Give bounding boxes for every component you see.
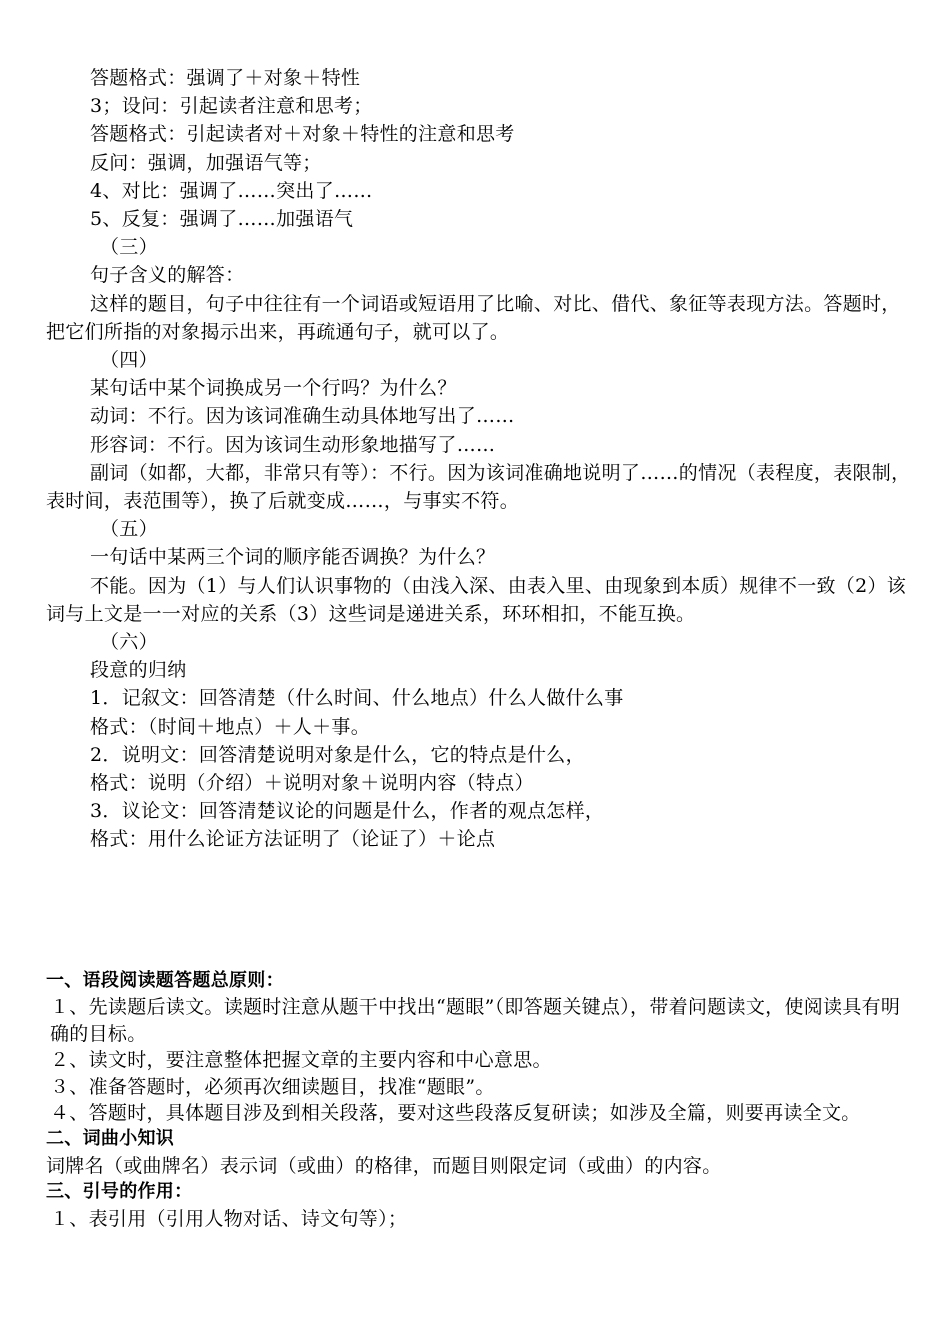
- text-line: 格式：（时间＋地点）＋人＋事。: [90, 715, 371, 738]
- list-item: ４、答题时，具体题目涉及到相关段落，要对这些段落反复研读；如涉及全篇，则要再读全文。: [50, 1102, 861, 1125]
- text-line: 2．说明文：回答清楚说明对象是什么，它的特点是什么，: [90, 743, 585, 766]
- subsection-heading: （六）: [100, 631, 158, 654]
- reading-principles-section: [46, 968, 916, 1232]
- text-line: 格式：说明（介绍）＋说明对象＋说明内容（特点）: [90, 772, 534, 795]
- text-line: 答题格式：强调了＋对象＋特性: [90, 67, 361, 89]
- text-line: 格式：用什么论证方法证明了（论证了）＋论点: [90, 828, 496, 851]
- section-heading: 二、词曲小知识: [46, 1128, 175, 1150]
- list-item: １、表引用（引用人物对话、诗文句等）；: [50, 1207, 408, 1230]
- paragraph: 词牌名（或曲牌名）表示词（或曲）的格律，而题目则限定词（或曲）的内容。: [46, 1154, 722, 1177]
- text-line: 动词：不行。因为该词准确生动具体地写出了……: [90, 405, 515, 428]
- text-line: 句子含义的解答：: [90, 264, 245, 287]
- text-line: 4、对比：强调了……突出了……: [90, 179, 373, 202]
- text-line: 3．议论文：回答清楚议论的问题是什么，作者的观点怎样，: [90, 800, 605, 823]
- list-item: ２、读文时，要注意整体把握文章的主要内容和中心意思。: [50, 1049, 552, 1072]
- text-line: 反问：强调，加强语气等；: [90, 151, 322, 174]
- text-line: 1．记叙文：回答清楚（什么时间、什么地点）什么人做什么事: [90, 687, 624, 710]
- list-item: １、先读题后读文。读题时注意从题干中找出“题眼”（即答题关键点），带着问题读文，使阅读具有明确的目标。: [50, 996, 901, 1045]
- paragraph: 不能。因为（1）与人们认识事物的（由浅入深、由表入里、由现象到本质）规律不一致（2）该词与上文是一一对应的关系（3）这些词是递进关系，环环相扣，不能互换。: [46, 574, 907, 625]
- section-heading: 三、引号的作用：: [46, 1181, 193, 1203]
- list-item: ３、准备答题时，必须再次细读题目，找准“题眼”。: [50, 1075, 495, 1098]
- text-line: 形容词：不行。因为该词生动形象地描写了……: [90, 433, 496, 456]
- section-heading: 一、语段阅读题答题总原则：: [46, 970, 284, 991]
- text-line: 一句话中某两三个词的顺序能否调换？为什么？: [90, 546, 496, 569]
- subsection-heading: （四）: [100, 349, 158, 372]
- text-line: 段意的归纳: [90, 659, 187, 682]
- paragraph: 这样的题目，句子中往往有一个词语或短语用了比喻、对比、借代、象征等表现方法。答题时，把它们所指的对象揭示出来，再疏通句子，就可以了。: [46, 292, 901, 343]
- subsection-heading: （三）: [100, 236, 158, 259]
- text-line: 3；设问：引起读者注意和思考；: [90, 95, 373, 118]
- text-line: 某句话中某个词换成另一个行吗？为什么？: [90, 377, 457, 400]
- answer-format-section: [46, 64, 916, 854]
- text-line: 答题格式：引起读者对＋对象＋特性的注意和思考: [90, 123, 515, 146]
- text-line: 5、反复：强调了……加强语气: [90, 208, 354, 231]
- paragraph: 副词（如都，大都，非常只有等）：不行。因为该词准确地说明了……的情况（表程度，表限制，表时间，表范围等），换了后就变成……，与事实不符。: [46, 461, 911, 513]
- subsection-heading: （五）: [100, 518, 158, 541]
